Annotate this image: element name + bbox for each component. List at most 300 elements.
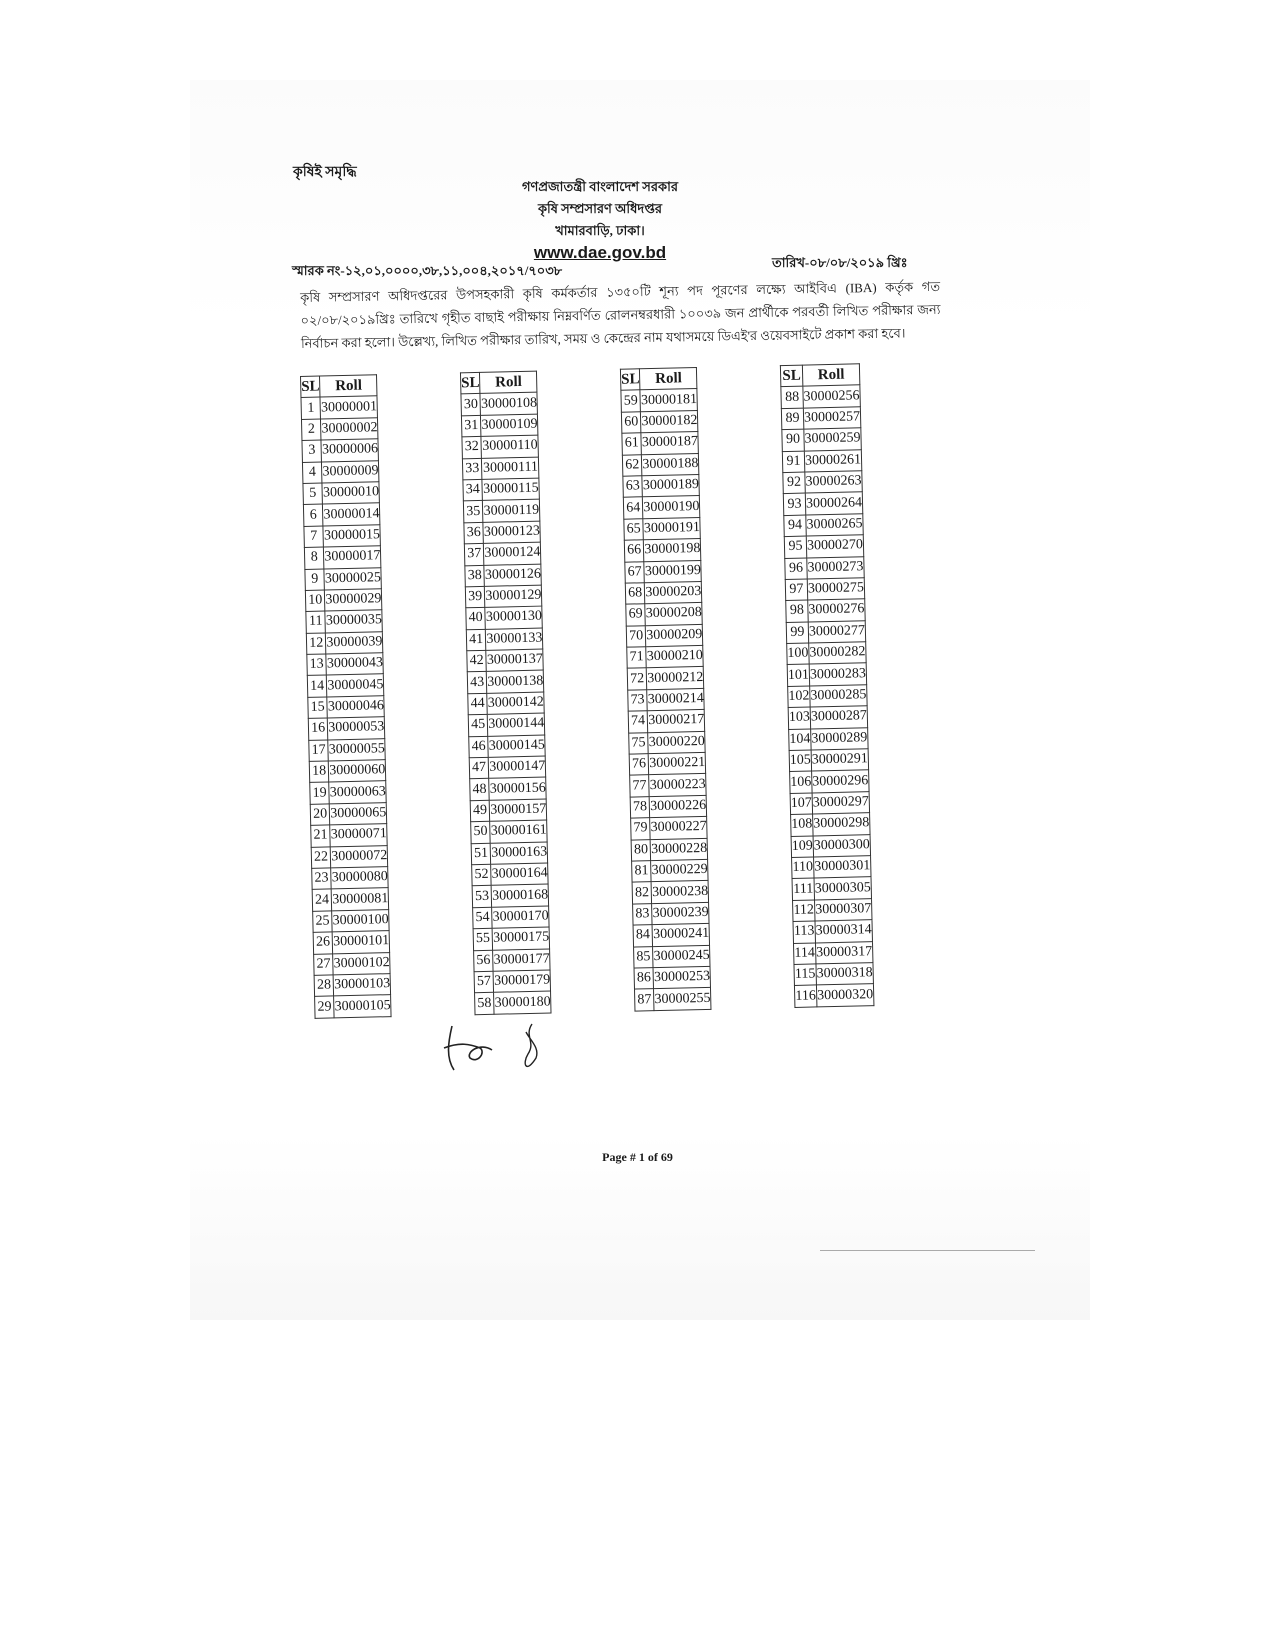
table-row xyxy=(472,884,549,907)
website-link[interactable]: www.dae.gov.bd xyxy=(533,243,667,262)
table-row xyxy=(792,877,871,900)
sl-cell: 45 xyxy=(468,715,488,737)
sl-cell: 75 xyxy=(629,732,649,754)
sl-cell: 24 xyxy=(312,889,332,911)
table-row xyxy=(301,396,378,419)
roll-cell: 30000191 xyxy=(643,517,700,540)
table-row xyxy=(306,610,383,633)
roll-cell: 30000177 xyxy=(493,949,550,972)
table-row xyxy=(634,966,711,989)
table-row xyxy=(463,499,540,522)
table-row xyxy=(302,439,379,462)
table-row xyxy=(630,774,707,797)
table-row xyxy=(628,688,705,711)
roll-cell: 30000161 xyxy=(490,820,547,843)
sl-cell: 96 xyxy=(785,558,807,580)
sl-cell: 102 xyxy=(788,686,810,708)
sl-cell: 91 xyxy=(782,451,804,473)
table-row xyxy=(789,749,868,772)
roll-cell: 30000265 xyxy=(806,514,863,537)
roll-cell: 30000001 xyxy=(320,396,377,419)
sl-cell: 33 xyxy=(462,458,482,480)
table-row xyxy=(467,671,544,694)
sl-cell: 20 xyxy=(310,804,330,826)
table-row xyxy=(788,706,867,729)
roll-cell: 30000259 xyxy=(804,428,861,451)
sl-cell: 111 xyxy=(792,878,814,900)
sl-cell: 7 xyxy=(304,526,324,548)
sl-cell: 53 xyxy=(472,886,492,908)
sl-cell: 71 xyxy=(627,647,647,669)
sl-cell: 86 xyxy=(634,968,654,990)
roll-cell: 30000228 xyxy=(650,838,707,861)
roll-cell: 30000035 xyxy=(325,610,382,633)
sl-cell: 30 xyxy=(461,394,481,416)
sl-cell: 114 xyxy=(793,942,815,964)
roll-cell: 30000220 xyxy=(648,731,705,754)
sl-cell: 78 xyxy=(630,796,650,818)
sl-cell: 74 xyxy=(628,711,648,733)
table-row xyxy=(632,881,709,904)
column-header-roll: Roll xyxy=(320,375,377,398)
table-row xyxy=(630,795,707,818)
table-row xyxy=(787,663,866,686)
table-row xyxy=(301,418,378,441)
roll-cell: 30000137 xyxy=(486,649,543,672)
sl-cell: 85 xyxy=(634,946,654,968)
table-row xyxy=(786,599,865,622)
sl-cell: 35 xyxy=(463,501,483,523)
roll-cell: 30000239 xyxy=(652,902,709,925)
sl-cell: 49 xyxy=(470,800,490,822)
sl-cell: 80 xyxy=(631,839,651,861)
table-row xyxy=(309,760,386,783)
table-header-row xyxy=(460,371,537,394)
roll-cell: 30000175 xyxy=(492,927,549,950)
table-row xyxy=(309,738,386,761)
signature xyxy=(440,1018,560,1078)
sl-cell: 63 xyxy=(623,476,643,498)
roll-cell: 30000123 xyxy=(483,521,540,544)
table-row xyxy=(469,756,546,779)
sl-cell: 28 xyxy=(314,975,334,997)
table-row xyxy=(783,492,862,515)
roll-cell: 30000257 xyxy=(803,407,860,430)
table-row xyxy=(624,539,701,562)
roll-cell: 30000203 xyxy=(645,581,702,604)
roll-cell: 30000006 xyxy=(321,439,378,462)
roll-cell: 30000124 xyxy=(484,542,541,565)
table-row xyxy=(461,414,538,437)
table-row xyxy=(305,589,382,612)
roll-cell: 30000264 xyxy=(805,492,862,515)
roll-cell: 30000270 xyxy=(806,535,863,558)
roll-cell: 30000255 xyxy=(654,988,711,1011)
table-row xyxy=(314,952,391,975)
department-name: কৃষি সম্প্রসারণ অধিদপ্তর xyxy=(537,201,663,216)
roll-cell: 30000168 xyxy=(491,884,548,907)
roll-cell: 30000147 xyxy=(489,756,546,779)
table-row xyxy=(474,970,551,993)
table-row xyxy=(624,517,701,540)
roll-cell: 30000109 xyxy=(481,414,538,437)
table-row xyxy=(781,407,860,430)
roll-cell: 30000115 xyxy=(482,478,539,501)
column-header-roll: Roll xyxy=(640,367,697,390)
roll-cell: 30000119 xyxy=(483,499,540,522)
sl-cell: 113 xyxy=(793,921,815,943)
table-row xyxy=(634,945,711,968)
table-row xyxy=(310,781,387,804)
sl-cell: 94 xyxy=(784,515,806,537)
table-row xyxy=(461,393,538,416)
sl-cell: 10 xyxy=(305,590,325,612)
roll-cell: 30000025 xyxy=(324,567,381,590)
sl-cell: 101 xyxy=(787,664,809,686)
table-row xyxy=(312,888,389,911)
roll-cell: 30000163 xyxy=(491,842,548,865)
roll-cell: 30000277 xyxy=(808,620,865,643)
table-row xyxy=(463,478,540,501)
sl-cell: 61 xyxy=(622,433,642,455)
table-row xyxy=(623,474,700,497)
sl-cell: 42 xyxy=(467,650,487,672)
roll-cell: 30000164 xyxy=(491,863,548,886)
roll-cell: 30000256 xyxy=(803,385,860,408)
sl-cell: 99 xyxy=(786,622,808,644)
roll-cell: 30000071 xyxy=(330,824,387,847)
roll-cell: 30000156 xyxy=(489,777,546,800)
roll-cell: 30000318 xyxy=(816,963,873,986)
table-header-row xyxy=(620,367,697,390)
sl-cell: 90 xyxy=(782,429,804,451)
sl-cell: 70 xyxy=(626,625,646,647)
table-row xyxy=(784,535,863,558)
sl-cell: 76 xyxy=(629,754,649,776)
sl-cell: 115 xyxy=(794,964,816,986)
roll-cell: 30000133 xyxy=(486,628,543,651)
sl-cell: 65 xyxy=(624,518,644,540)
sl-cell: 14 xyxy=(307,675,327,697)
roll-cell: 30000198 xyxy=(644,539,701,562)
roll-cell: 30000298 xyxy=(813,813,870,836)
roll-cell: 30000241 xyxy=(652,924,709,947)
sl-cell: 68 xyxy=(625,583,645,605)
sl-cell: 46 xyxy=(469,736,489,758)
roll-cell: 30000214 xyxy=(647,688,704,711)
table-row xyxy=(466,628,543,651)
roll-cell: 30000110 xyxy=(481,435,538,458)
sl-cell: 4 xyxy=(302,462,322,484)
roll-cell: 30000300 xyxy=(813,834,870,857)
roll-cell: 30000065 xyxy=(330,802,387,825)
sl-cell: 109 xyxy=(791,836,813,858)
roll-cell: 30000273 xyxy=(807,556,864,579)
roll-cell: 30000212 xyxy=(647,667,704,690)
table-row xyxy=(629,752,706,775)
table-row xyxy=(472,863,549,886)
sl-cell: 97 xyxy=(785,579,807,601)
sl-cell: 37 xyxy=(464,544,484,566)
roll-cell: 30000014 xyxy=(323,503,380,526)
sl-cell: 59 xyxy=(621,390,641,412)
roll-cell: 30000263 xyxy=(805,471,862,494)
sl-cell: 17 xyxy=(309,740,329,762)
roll-cell: 30000320 xyxy=(816,984,873,1007)
roll-cell: 30000317 xyxy=(815,941,872,964)
roll-cell: 30000305 xyxy=(814,877,871,900)
roll-table-2 xyxy=(460,371,552,1015)
sl-cell: 79 xyxy=(631,818,651,840)
roll-cell: 30000188 xyxy=(642,453,699,476)
table-row xyxy=(305,567,382,590)
roll-cell: 30000145 xyxy=(488,735,545,758)
table-row xyxy=(473,906,550,929)
roll-cell: 30000002 xyxy=(321,418,378,441)
sl-cell: 38 xyxy=(465,565,485,587)
sl-cell: 83 xyxy=(633,903,653,925)
sl-cell: 62 xyxy=(622,454,642,476)
notice-text: কৃষি সম্প্রসারণ অধিদপ্তরের উপসহকারী কৃষি কর্মকর্তার ১৩৫০টি শূন্য পদ পূরণের লক্ষ্যে আইবিএ (IBA) কর্তৃক গত ০২/০৮/২০১৯খ্রিঃ তারিখে গৃহীত বাছাই পরীক্ষায় নিম্নবর্ণিত রোলনম্বরধারী ১০০৩৯ জন প্রার্থীকে পরবর্তী লিখিত পরীক্ষার জন্য নির্বাচন করা হলো। উল্লেখ্য, লিখিত পরীক্ষার তারিখ, সময় ও কেন্দ্রের নাম যথাসময়ে ডিএই'র ওয়েবসাইটে প্রকাশ করা হবে। xyxy=(300,278,941,351)
table-row xyxy=(306,631,383,654)
table-row xyxy=(467,649,544,672)
govt-name: গণপ্রজাতন্ত্রী বাংলাদেশ সরকার xyxy=(521,179,679,194)
roll-cell: 30000129 xyxy=(485,585,542,608)
table-row xyxy=(794,984,873,1007)
roll-cell: 30000045 xyxy=(327,674,384,697)
table-row xyxy=(793,898,872,921)
table-row xyxy=(622,432,699,455)
table-row xyxy=(304,524,381,547)
roll-cell: 30000229 xyxy=(651,859,708,882)
sl-cell: 13 xyxy=(307,654,327,676)
table-row xyxy=(302,460,379,483)
table-row xyxy=(622,453,699,476)
sl-cell: 69 xyxy=(626,604,646,626)
roll-cell: 30000102 xyxy=(333,952,390,975)
table-row xyxy=(470,799,547,822)
scan-edge-line xyxy=(820,1250,1035,1251)
roll-cell: 30000009 xyxy=(322,460,379,483)
sl-cell: 77 xyxy=(630,775,650,797)
roll-cell: 30000226 xyxy=(649,795,706,818)
table-row xyxy=(313,909,390,932)
table-row xyxy=(462,457,539,480)
table-row xyxy=(470,777,547,800)
table-row xyxy=(789,727,868,750)
table-row xyxy=(468,692,545,715)
table-row xyxy=(633,902,710,925)
sl-cell: 23 xyxy=(312,868,332,890)
sl-cell: 108 xyxy=(791,814,813,836)
sl-cell: 107 xyxy=(790,793,812,815)
table-row xyxy=(794,963,873,986)
sl-cell: 54 xyxy=(473,907,493,929)
office-address: খামারবাড়ি, ঢাকা। xyxy=(555,223,645,238)
roll-cell: 30000282 xyxy=(809,642,866,665)
roll-cell: 30000287 xyxy=(810,706,867,729)
roll-cell: 30000291 xyxy=(811,749,868,772)
roll-cell: 30000105 xyxy=(334,995,391,1018)
sl-cell: 1 xyxy=(301,397,321,419)
sl-cell: 57 xyxy=(474,971,494,993)
memo-number: স্মারক নং-১২,০১,০০০০,৩৮,১১,০০৪,২০১৭/৭০৩৮ xyxy=(292,263,563,278)
table-row xyxy=(787,642,866,665)
sl-cell: 103 xyxy=(788,707,810,729)
table-row xyxy=(629,731,706,754)
sl-cell: 43 xyxy=(467,672,487,694)
table-header-row xyxy=(301,375,378,398)
table-row xyxy=(471,842,548,865)
table-row xyxy=(621,389,698,412)
table-row xyxy=(312,867,389,890)
table-row xyxy=(628,710,705,733)
roll-cell: 30000182 xyxy=(641,410,698,433)
sl-cell: 34 xyxy=(463,479,483,501)
table-row xyxy=(631,817,708,840)
table-row xyxy=(782,428,861,451)
roll-table-3 xyxy=(620,367,712,1011)
sl-cell: 8 xyxy=(304,547,324,569)
sl-cell: 6 xyxy=(303,504,323,526)
sl-cell: 81 xyxy=(632,861,652,883)
table-row xyxy=(475,991,552,1014)
roll-cell: 30000283 xyxy=(809,663,866,686)
sl-cell: 48 xyxy=(470,779,490,801)
sl-cell: 92 xyxy=(783,472,805,494)
roll-cell: 30000180 xyxy=(494,991,551,1014)
table-row xyxy=(311,824,388,847)
roll-cell: 30000189 xyxy=(642,474,699,497)
table-row xyxy=(626,603,703,626)
roll-cell: 30000187 xyxy=(641,432,698,455)
sl-cell: 18 xyxy=(309,761,329,783)
roll-cell: 30000276 xyxy=(808,599,865,622)
letterhead xyxy=(480,176,720,264)
sl-cell: 12 xyxy=(306,633,326,655)
roll-cell: 30000080 xyxy=(331,867,388,890)
column-header-sl: SL xyxy=(301,376,321,398)
table-row xyxy=(621,410,698,433)
sl-cell: 41 xyxy=(466,629,486,651)
sl-cell: 52 xyxy=(472,864,492,886)
sl-cell: 87 xyxy=(635,989,655,1011)
table-row xyxy=(310,802,387,825)
roll-cell: 30000245 xyxy=(653,945,710,968)
roll-cell: 30000029 xyxy=(325,589,382,612)
table-row xyxy=(791,834,870,857)
table-row xyxy=(633,924,710,947)
roll-cell: 30000217 xyxy=(648,710,705,733)
table-row xyxy=(465,585,542,608)
sl-cell: 44 xyxy=(468,693,488,715)
table-row xyxy=(631,838,708,861)
page-number: Page # 1 of 69 xyxy=(602,1150,673,1164)
roll-cell: 30000138 xyxy=(487,671,544,694)
roll-cell: 30000223 xyxy=(649,774,706,797)
table-row xyxy=(314,974,391,997)
table-row xyxy=(786,620,865,643)
roll-cell: 30000199 xyxy=(644,560,701,583)
roll-cell: 30000103 xyxy=(333,974,390,997)
table-row xyxy=(783,471,862,494)
sl-cell: 82 xyxy=(632,882,652,904)
column-header-sl: SL xyxy=(620,369,640,391)
table-row xyxy=(466,606,543,629)
roll-cell: 30000170 xyxy=(492,906,549,929)
roll-cell: 30000227 xyxy=(650,817,707,840)
table-row xyxy=(781,385,860,408)
table-row xyxy=(474,949,551,972)
roll-cell: 30000253 xyxy=(653,966,710,989)
table-row xyxy=(469,735,546,758)
sl-cell: 36 xyxy=(464,522,484,544)
roll-cell: 30000297 xyxy=(812,792,869,815)
sl-cell: 21 xyxy=(311,825,331,847)
sl-cell: 95 xyxy=(784,536,806,558)
column-header-roll: Roll xyxy=(802,364,859,387)
sl-cell: 58 xyxy=(475,993,495,1015)
table-row xyxy=(468,713,545,736)
table-row xyxy=(635,988,712,1011)
roll-cell: 30000108 xyxy=(480,393,537,416)
table-row xyxy=(627,646,704,669)
roll-cell: 30000053 xyxy=(328,717,385,740)
roll-cell: 30000314 xyxy=(815,920,872,943)
roll-cell: 30000126 xyxy=(484,564,541,587)
table-row xyxy=(790,770,869,793)
table-row xyxy=(307,653,384,676)
table-row xyxy=(311,845,388,868)
roll-cell: 30000060 xyxy=(329,760,386,783)
table-row xyxy=(313,931,390,954)
sl-cell: 32 xyxy=(462,437,482,459)
sl-cell: 31 xyxy=(461,415,481,437)
table-row xyxy=(632,859,709,882)
roll-cell: 30000043 xyxy=(326,653,383,676)
sl-cell: 40 xyxy=(466,608,486,630)
sl-cell: 16 xyxy=(308,718,328,740)
table-row xyxy=(790,792,869,815)
sl-cell: 100 xyxy=(787,643,809,665)
table-row xyxy=(304,546,381,569)
roll-cell: 30000190 xyxy=(643,496,700,519)
sl-cell: 105 xyxy=(789,750,811,772)
roll-cell: 30000111 xyxy=(482,457,539,480)
roll-cell: 30000144 xyxy=(488,713,545,736)
sl-cell: 98 xyxy=(786,600,808,622)
sl-cell: 22 xyxy=(311,847,331,869)
sl-cell: 93 xyxy=(783,493,805,515)
roll-cell: 30000209 xyxy=(646,624,703,647)
roll-cell: 30000221 xyxy=(649,752,706,775)
roll-cell: 30000261 xyxy=(804,449,861,472)
roll-cell: 30000063 xyxy=(329,781,386,804)
sl-cell: 106 xyxy=(790,771,812,793)
sl-cell: 15 xyxy=(308,697,328,719)
sl-cell: 66 xyxy=(624,540,644,562)
sl-cell: 5 xyxy=(303,483,323,505)
table-row xyxy=(625,560,702,583)
table-row xyxy=(623,496,700,519)
roll-cell: 30000101 xyxy=(332,931,389,954)
sl-cell: 26 xyxy=(313,932,333,954)
table-header-row xyxy=(780,364,859,387)
column-header-sl: SL xyxy=(460,372,480,394)
sl-cell: 19 xyxy=(310,782,330,804)
table-row xyxy=(793,941,872,964)
table-row xyxy=(307,674,384,697)
